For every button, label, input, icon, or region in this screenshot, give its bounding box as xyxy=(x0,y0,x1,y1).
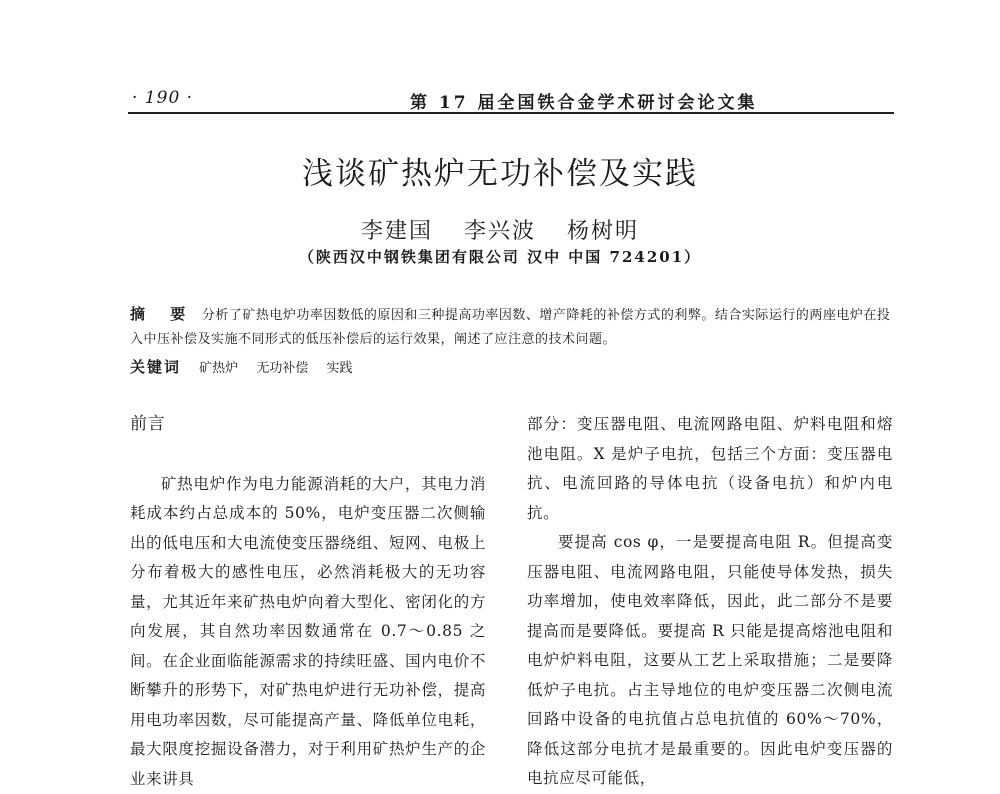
running-header xyxy=(128,88,894,112)
page-number: · 190 · xyxy=(132,88,193,108)
body-paragraph: 矿热电炉作为电力能源消耗的大户，其电力消耗成本约占总成本的 50%，电炉变压器二次侧输出的低电压和大电流使变压器绕组、短网、电极上分布着极大的感性电压，必然消耗极大的无功容量，尤其近年来矿热电炉向着大型化、密闭化的方向发展，其自然功率因数通常在 0.7～0.85 之间。在企业面临能源需求的持续旺盛、国内电价不断攀升的形势下，对矿热电炉进行无功补偿，提高用电功率因数，尽可能提高产量、降低单位电耗，最大限度挖掘设备潜力，对于利用矿热炉生产的企业来讲具 xyxy=(130,470,486,794)
left-column xyxy=(130,410,486,794)
keyword-item: 实践 xyxy=(326,361,352,376)
section-heading: 前言 xyxy=(130,410,486,440)
abstract-label: 摘 要 xyxy=(130,305,195,323)
paper-authors: 李建国 李兴波 杨树明 xyxy=(0,214,1000,245)
keyword-item: 矿热炉 xyxy=(199,361,238,376)
body-paragraph: 部分：变压器电阻、电流网路电阻、炉料电阻和熔池电阻。X 是炉子电抗，包括三个方面：变压器电抗、电流回路的导体电抗（设备电抗）和炉内电抗。 xyxy=(527,410,893,528)
journal-title: 第 17 届全国铁合金学术研讨会论文集 xyxy=(410,88,758,113)
paper-affiliation: （陕西汉中钢铁集团有限公司 汉中 中国 724201） xyxy=(0,246,1000,267)
paper-title: 浅谈矿热炉无功补偿及实践 xyxy=(0,148,1000,193)
header-rule xyxy=(128,112,894,114)
right-column xyxy=(527,410,893,794)
body-paragraph: 要提高 cos φ，一是要提高电阻 R。但提高变压器电阻、电流网路电阻，只能使导体发热，损失功率增加，使电效率降低，因此，此二部分不是要提高而是要降低。要提高 R 只能是提高熔池电阻和电炉炉料电阻，这要从工艺上采取措施；二是要降低炉子电抗。占主导地位的电炉变压器二次侧电流回路中设备的电抗值占总电抗值的 60%～70%，降低这部分电抗才是最重要的。因此电炉变压器的电抗应尽可能低， xyxy=(527,528,893,794)
keywords xyxy=(130,356,894,377)
keyword-item: 无功补偿 xyxy=(256,361,308,376)
abstract-text: 分析了矿热电炉功率因数低的原因和三种提高功率因数、增产降耗的补偿方式的利弊。结合实际运行的两座电炉在投入中压补偿及实施不同形式的低压补偿后的运行效果，阐述了应注意的技术问题。 xyxy=(130,308,890,347)
keywords-label: 关键词 xyxy=(130,358,181,376)
abstract xyxy=(130,302,894,352)
